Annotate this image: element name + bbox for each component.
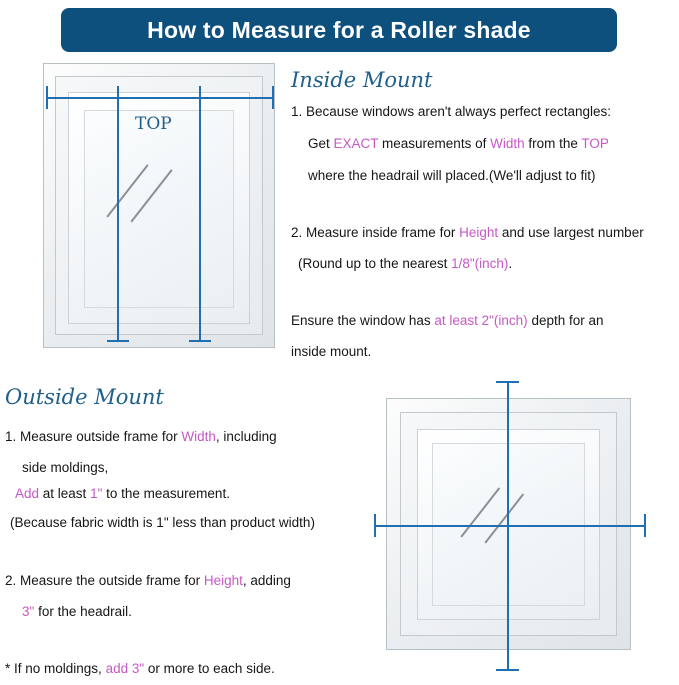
im-line2-top: TOP bbox=[581, 136, 609, 151]
inside-width-cap-left bbox=[46, 86, 48, 109]
inside-height-measure-line-right bbox=[199, 86, 201, 341]
im-line2-seg5: from the bbox=[524, 136, 582, 151]
om-line4-text: (Because fabric width is 1" less than product width) bbox=[10, 515, 315, 530]
outside-mount-line-5 bbox=[5, 573, 291, 589]
om-line1-width: Width bbox=[181, 429, 216, 444]
om-line5-seg1: 2. Measure the outside frame for bbox=[5, 573, 204, 588]
outside-mount-line-6 bbox=[22, 604, 132, 620]
im-line7-text: inside mount. bbox=[291, 344, 372, 359]
im-line2-width: Width bbox=[490, 136, 525, 151]
glass-shine-line-1 bbox=[106, 164, 148, 217]
outside-width-cap-right bbox=[644, 514, 646, 537]
inside-mount-line-4 bbox=[291, 225, 644, 241]
outside-width-measure-line bbox=[374, 525, 646, 527]
om-line3-seg4: to the measurement. bbox=[102, 486, 230, 501]
outside-mount-line-4 bbox=[10, 515, 315, 531]
im-line2-seg1: Get bbox=[308, 136, 334, 151]
im-line4-seg1: 2. Measure inside frame for bbox=[291, 225, 460, 240]
im-line6-seg3: depth for an bbox=[527, 313, 604, 328]
outside-width-cap-left bbox=[374, 514, 376, 537]
om-line2-text: side moldings, bbox=[22, 460, 109, 475]
om-line1-seg1: 1. Measure outside frame for bbox=[5, 429, 182, 444]
im-line2-exact: EXACT bbox=[333, 136, 379, 151]
im-line5-seg1: (Round up to the nearest bbox=[298, 256, 452, 271]
inside-width-cap-right bbox=[272, 86, 274, 109]
im-line4-height: Height bbox=[459, 225, 499, 240]
om-footnote-seg1: * If no moldings, bbox=[5, 661, 106, 676]
im-line5-fraction: 1/8"(inch) bbox=[451, 256, 509, 271]
im-line3-text: where the headrail will placed.(We'll adjust to fit) bbox=[308, 168, 596, 183]
outside-mount-line-2 bbox=[22, 460, 108, 476]
im-line6-seg1: Ensure the window has bbox=[291, 313, 435, 328]
om-line5-seg3: , adding bbox=[242, 573, 291, 588]
inside-height-cap-bottom-left bbox=[107, 340, 129, 342]
outside-glass-shine-line-2 bbox=[484, 493, 523, 543]
outside-height-cap-top bbox=[496, 381, 519, 383]
im-line4-seg3: and use largest number bbox=[498, 225, 644, 240]
om-footnote-add: add 3" bbox=[105, 661, 145, 676]
window-glass-pane bbox=[84, 110, 234, 308]
om-line3-seg2: at least bbox=[39, 486, 91, 501]
im-line6-depth: at least 2"(inch) bbox=[434, 313, 528, 328]
inside-mount-line-6 bbox=[291, 313, 604, 329]
inside-mount-line-5 bbox=[298, 256, 512, 272]
page-title: How to Measure for a Roller shade bbox=[147, 16, 531, 43]
im-line1-text: 1. Because windows aren't always perfect rectangles: bbox=[291, 104, 611, 119]
outside-mount-footnote bbox=[5, 661, 275, 677]
om-line3-inch: 1" bbox=[90, 486, 103, 501]
page-header-banner bbox=[61, 8, 617, 52]
om-line1-seg3: , including bbox=[215, 429, 277, 444]
outside-mount-line-3 bbox=[15, 486, 230, 502]
inside-height-cap-bottom-right bbox=[189, 340, 211, 342]
inside-height-measure-line-left bbox=[117, 86, 119, 341]
outside-mount-line-1 bbox=[5, 429, 277, 445]
outside-mount-heading: Outside Mount bbox=[5, 385, 164, 409]
inside-mount-line-2 bbox=[308, 136, 609, 152]
inside-mount-heading: Inside Mount bbox=[291, 68, 433, 92]
inside-mount-line-7 bbox=[291, 344, 371, 360]
inside-mount-line-3 bbox=[308, 168, 595, 184]
om-line5-height: Height bbox=[203, 573, 243, 588]
om-line6-seg2: for the headrail. bbox=[34, 604, 132, 619]
im-line5-seg3: . bbox=[508, 256, 513, 271]
om-line3-add: Add bbox=[15, 486, 40, 501]
om-footnote-seg3: or more to each side. bbox=[144, 661, 275, 676]
im-line2-seg3: measurements of bbox=[378, 136, 491, 151]
inside-mount-line-1 bbox=[291, 104, 611, 120]
top-label: TOP bbox=[135, 114, 172, 134]
outside-height-cap-bottom bbox=[496, 669, 519, 671]
inside-width-measure-line bbox=[46, 97, 274, 99]
om-line6-three-inch: 3" bbox=[22, 604, 35, 619]
